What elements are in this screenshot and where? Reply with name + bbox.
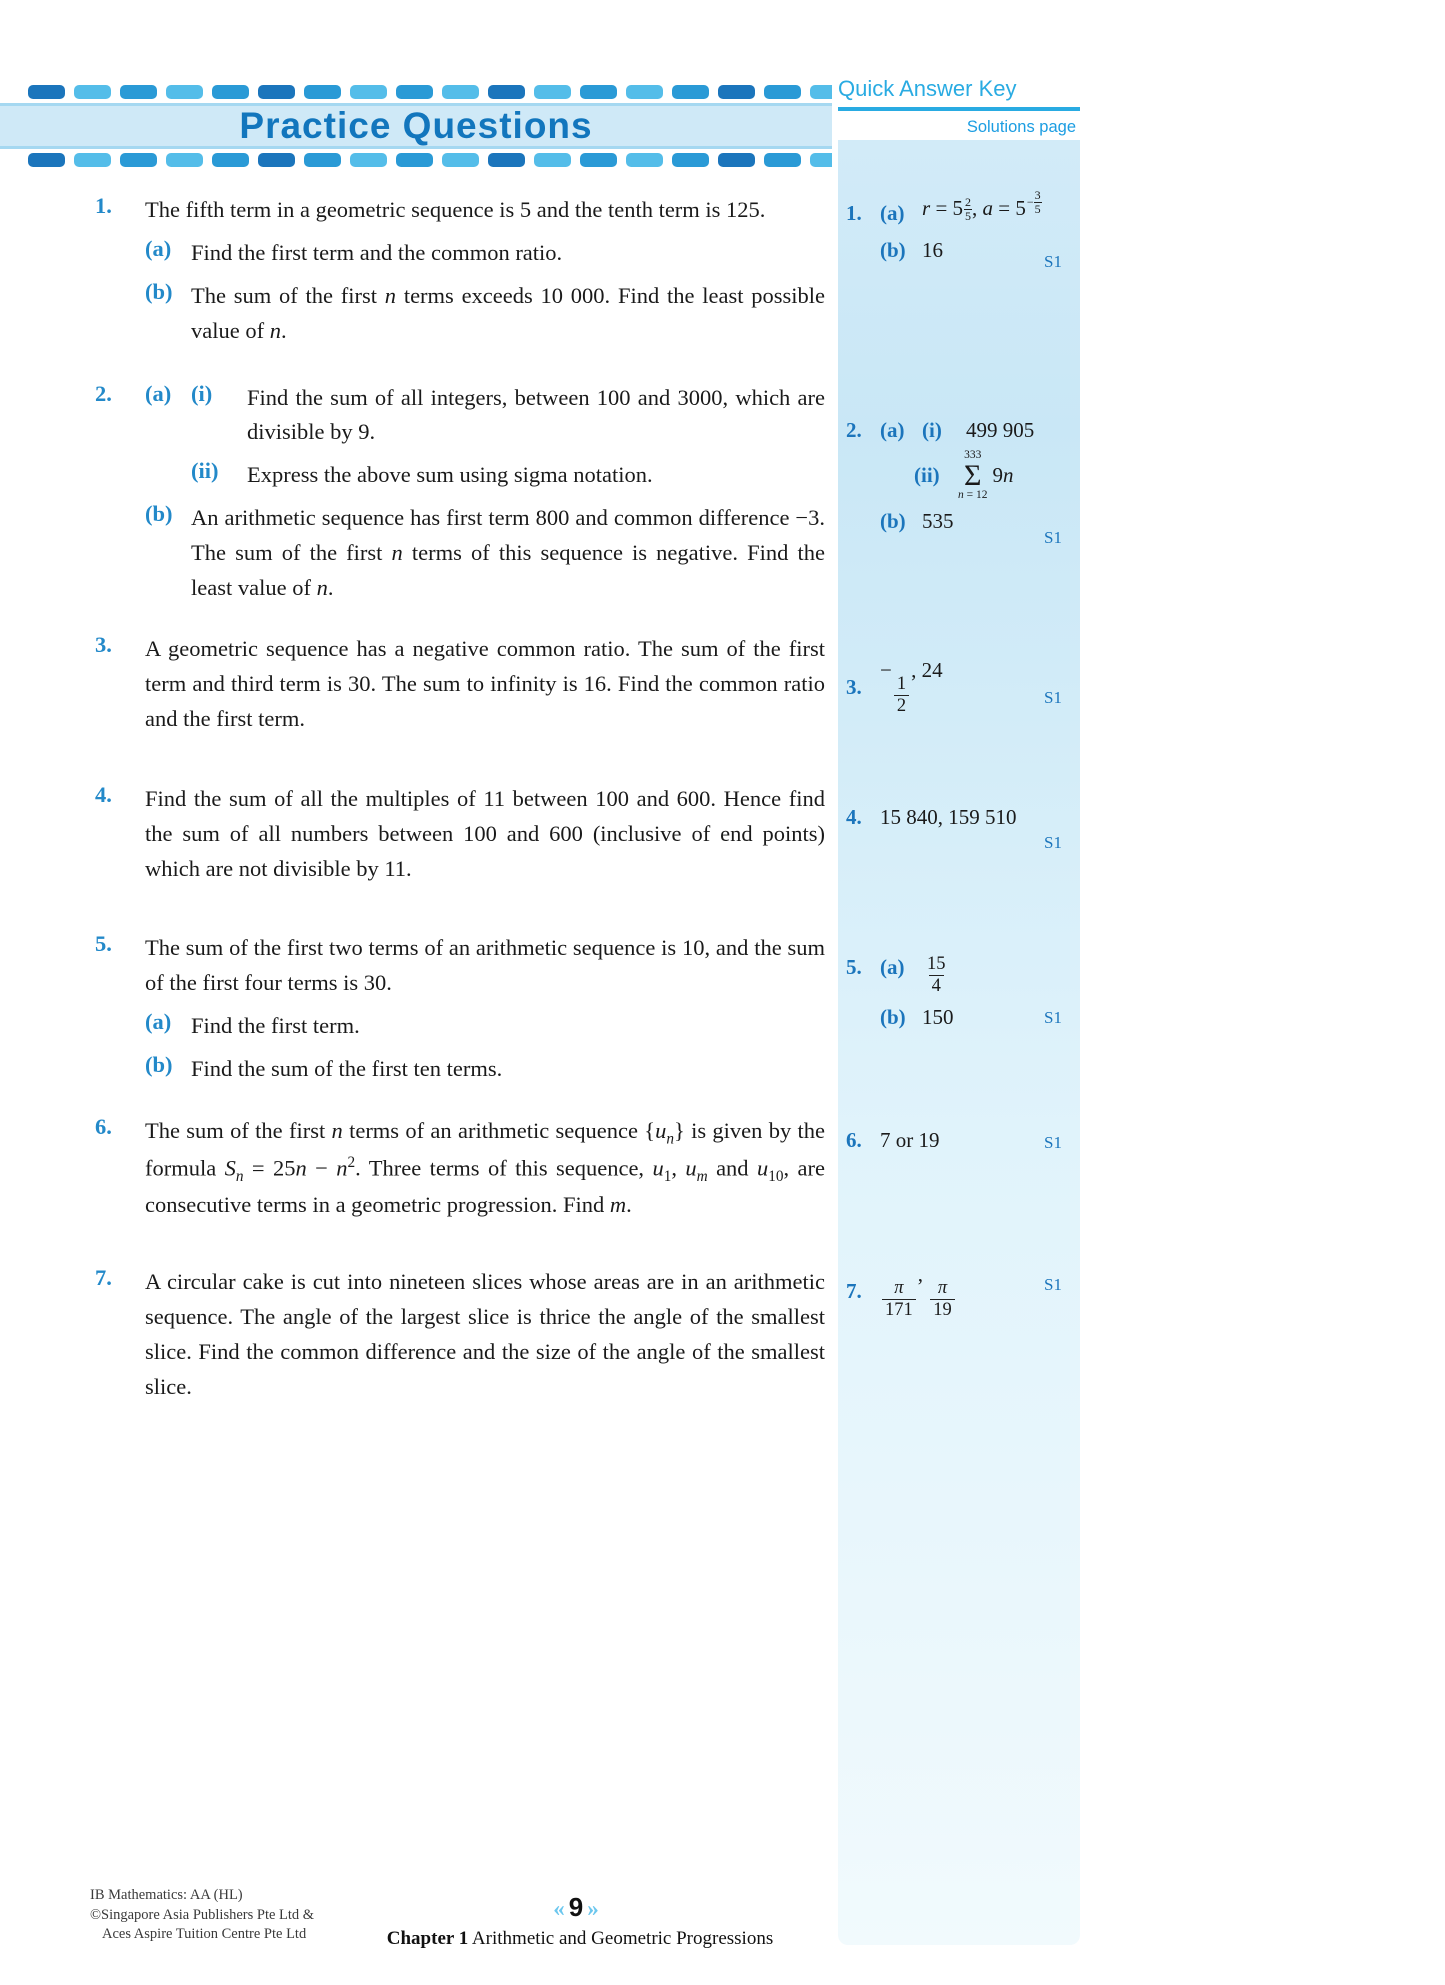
question-3 bbox=[95, 632, 825, 741]
banner-dash-row-bottom bbox=[0, 153, 832, 167]
sigma-notation: 333 Σ n = 12 9n bbox=[958, 449, 1014, 501]
answer-number: 1. bbox=[846, 201, 862, 226]
banner-dash bbox=[74, 85, 111, 99]
banner-dash bbox=[672, 85, 709, 99]
answer-1a-formula: r = 5 2 5 , a = 5 − $\frac{3}{5}$ bbox=[922, 188, 1041, 223]
question-number: 6. bbox=[95, 1113, 112, 1139]
part-label: (b) bbox=[145, 1051, 173, 1077]
copyright-line-1: ©Singapore Asia Publishers Pte Ltd & bbox=[90, 1906, 315, 1923]
answer-key-title: Quick Answer Key bbox=[838, 76, 1017, 101]
answer-3 bbox=[846, 658, 1072, 718]
question-text: Find the first term and the common ratio. bbox=[191, 239, 563, 265]
answer-1 bbox=[846, 188, 1072, 263]
question-text: A geometric sequence has a negative common ratio. The sum of the first term and third term is 30. The sum to infinity is 16. Find the common ratio and the first term. bbox=[145, 635, 825, 731]
question-text: The fifth term in a geometric sequence is 5 and the tenth term is 125. bbox=[145, 197, 766, 222]
answer-number: 3. bbox=[846, 675, 862, 700]
question-6 bbox=[95, 1114, 825, 1228]
answer-subpart-label: (ii) bbox=[914, 463, 940, 488]
banner-dash bbox=[442, 85, 479, 99]
answer-number: 6. bbox=[846, 1128, 862, 1152]
solution-ref-3: S1 bbox=[1044, 688, 1062, 707]
banner-dash bbox=[166, 153, 203, 167]
banner-dash bbox=[28, 85, 65, 99]
copyright-line-2: Aces Aspire Tuition Centre Pte Ltd bbox=[102, 1926, 307, 1943]
banner-dash bbox=[304, 153, 341, 167]
banner-dash bbox=[764, 85, 801, 99]
banner-dash bbox=[764, 153, 801, 167]
answer-5b-value: 150 bbox=[922, 1004, 954, 1029]
question-text: Find the sum of all integers, between 100 and 3000, which are divisible by 9. bbox=[247, 384, 825, 445]
answer-number: 2. bbox=[846, 418, 862, 442]
banner-dash bbox=[810, 153, 832, 167]
banner-dash bbox=[488, 153, 525, 167]
question-number: 1. bbox=[95, 193, 112, 218]
banner-dash bbox=[212, 85, 249, 99]
banner-dash bbox=[166, 85, 203, 99]
answer-key-underline bbox=[838, 107, 1080, 111]
banner-dash bbox=[534, 85, 571, 99]
answer-number: 5. bbox=[846, 955, 862, 980]
banner-dash bbox=[212, 153, 249, 167]
guillemet-left: « bbox=[553, 1896, 565, 1921]
answer-2b-value: 535 bbox=[922, 508, 954, 533]
answer-part-label: (a) bbox=[880, 955, 905, 980]
question-number: 4. bbox=[95, 782, 112, 808]
part-label: (b) bbox=[145, 278, 173, 304]
solution-ref-2: S1 bbox=[1044, 528, 1062, 547]
answer-4-value: 15 840, 159 510 bbox=[880, 805, 1017, 829]
question-text: Express the above sum using sigma notation. bbox=[247, 462, 653, 488]
question-4 bbox=[95, 782, 825, 891]
question-number: 3. bbox=[95, 631, 112, 657]
solution-ref-5: S1 bbox=[1044, 1008, 1062, 1027]
practice-questions-banner bbox=[0, 85, 832, 167]
banner-dash bbox=[396, 153, 433, 167]
page-title: Practice Questions bbox=[239, 105, 593, 146]
answer-subpart-label: (i) bbox=[922, 418, 942, 442]
banner-dash bbox=[626, 153, 663, 167]
banner-dash bbox=[74, 153, 111, 167]
banner-dash bbox=[580, 85, 617, 99]
answer-part-label: (a) bbox=[880, 201, 905, 226]
question-text: Find the sum of all the multiples of 11 between 100 and 600. Hence find the sum of all numbers between 100 and 600 (inclusive of end points) which are not divisible by 11. bbox=[145, 786, 825, 882]
banner-dash-row-top bbox=[0, 85, 832, 99]
banner-dash bbox=[28, 153, 65, 167]
question-text: An arithmetic sequence has first term 800 and common difference −3. The sum of the first n terms of this sequence is negative. Find the least value of n. bbox=[191, 505, 825, 600]
solution-ref-1: S1 bbox=[1044, 252, 1062, 271]
answer-key-panel bbox=[838, 140, 1080, 1945]
answer-2ai-value: 499 905 bbox=[966, 418, 1035, 442]
questions-list bbox=[95, 193, 825, 1409]
question-text: Find the first term. bbox=[191, 1012, 360, 1038]
question-text: The sum of the first n terms of an arithmetic sequence $\{u_n\}$ is given by the formula $S_n = 25n - n^2$. Three terms of this sequence, $u_1$, $u_m$ and $u_{10}$, are consecutive terms in a geometric progression. Find m. bbox=[145, 1117, 825, 1218]
question-number: 2. bbox=[95, 380, 112, 406]
part-label: (a) bbox=[145, 380, 172, 406]
answer-number: 4. bbox=[846, 805, 862, 829]
page-number bbox=[0, 1892, 1152, 1923]
part-label: (b) bbox=[145, 501, 173, 527]
banner-dash bbox=[534, 153, 571, 167]
banner-dash bbox=[304, 85, 341, 99]
guillemet-right: » bbox=[587, 1896, 599, 1921]
answer-6 bbox=[846, 1128, 1072, 1153]
banner-dash bbox=[120, 153, 157, 167]
answer-1b-value: 16 bbox=[922, 238, 943, 263]
banner-dash bbox=[258, 85, 295, 99]
question-1 bbox=[95, 193, 825, 349]
banner-dash bbox=[718, 153, 755, 167]
chapter-label: Chapter 1 bbox=[386, 1928, 469, 1949]
question-2 bbox=[95, 381, 825, 606]
chapter-title: Arithmetic and Geometric Progressions bbox=[468, 1928, 774, 1949]
banner-dash bbox=[626, 85, 663, 99]
banner-dash bbox=[810, 85, 832, 99]
question-text: A circular cake is cut into nineteen slices whose areas are in an arithmetic sequence. The angle of the largest slice is thrice the angle of the smallest slice. Find the common difference and the size of the angle of the smallest slice. bbox=[145, 1269, 825, 1399]
subpart-label: (i) bbox=[191, 380, 213, 406]
subpart-label: (ii) bbox=[191, 458, 219, 484]
banner-strip bbox=[0, 103, 832, 149]
question-5 bbox=[95, 931, 825, 1087]
answer-part-label: (b) bbox=[880, 508, 906, 533]
banner-dash bbox=[442, 153, 479, 167]
quick-answer-key-header bbox=[838, 76, 1080, 137]
answer-part-label: (b) bbox=[880, 238, 906, 263]
banner-dash bbox=[120, 85, 157, 99]
answer-3-value: − $\frac{1}{2}$ , 24 bbox=[880, 658, 943, 717]
part-label: (a) bbox=[145, 235, 172, 261]
answer-5a-value: $\frac{15}{4}$ bbox=[927, 954, 946, 997]
question-text: The sum of the first two terms of an arithmetic sequence is 10, and the sum of the first four terms is 30. bbox=[145, 935, 825, 995]
banner-dash bbox=[258, 153, 295, 167]
banner-dash bbox=[350, 85, 387, 99]
part-label: (a) bbox=[145, 1008, 172, 1034]
banner-dash bbox=[672, 153, 709, 167]
answer-number: 7. bbox=[846, 1279, 862, 1304]
answer-6-value: 7 or 19 bbox=[880, 1128, 940, 1152]
answer-5 bbox=[846, 938, 1072, 1030]
answer-2 bbox=[846, 418, 1072, 534]
answer-7 bbox=[846, 1262, 1072, 1322]
banner-dash bbox=[718, 85, 755, 99]
question-number: 7. bbox=[95, 1265, 112, 1291]
question-7 bbox=[95, 1265, 825, 1409]
chapter-footer bbox=[0, 1928, 1160, 1950]
answer-part-label: (b) bbox=[880, 1004, 906, 1029]
question-number: 5. bbox=[95, 931, 112, 956]
part-label bbox=[145, 458, 191, 493]
answer-part-label: (a) bbox=[880, 418, 905, 442]
question-text: The sum of the first n terms exceeds 10 000. Find the least possible value of n. bbox=[191, 282, 825, 343]
solution-ref-6: S1 bbox=[1044, 1133, 1062, 1152]
solution-ref-4: S1 bbox=[1044, 833, 1062, 852]
question-text: Find the sum of the first ten terms. bbox=[191, 1055, 503, 1081]
edition-label: IB Mathematics: AA (HL) bbox=[90, 1887, 243, 1903]
solution-ref-7: S1 bbox=[1044, 1275, 1062, 1294]
banner-dash bbox=[396, 85, 433, 99]
solutions-page-label: Solutions page bbox=[966, 118, 1076, 136]
banner-dash bbox=[350, 153, 387, 167]
banner-dash bbox=[488, 85, 525, 99]
page-number-value: 9 bbox=[568, 1892, 584, 1922]
answer-7-value: $\frac{\pi}{171}$ , $\frac{\pi}{19}$ bbox=[880, 1262, 957, 1322]
answer-4 bbox=[846, 805, 1072, 830]
banner-dash bbox=[580, 153, 617, 167]
